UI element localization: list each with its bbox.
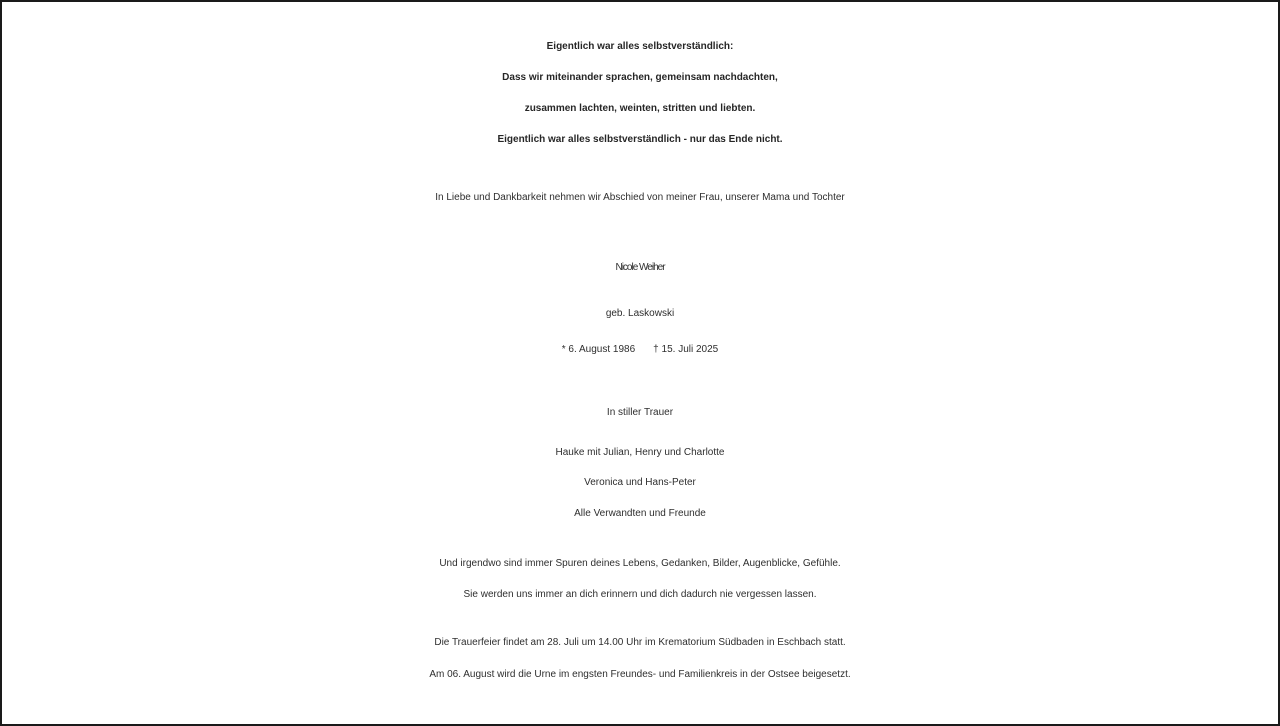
life-dates xyxy=(0,336,1280,364)
funeral-info-line-2: Am 06. August wird die Urne im engsten Freundes- und Familienkreis in der Ostsee beigesetzt. xyxy=(429,669,851,680)
deceased-name: Nicole Weiher xyxy=(615,262,665,273)
motto-line-2: Dass wir miteinander sprachen, gemeinsam nachdachten, xyxy=(502,72,778,83)
closing-quote-line-1: Und irgendwo sind immer Spuren deines Lebens, Gedanken, Bilder, Augenblicke, Gefühle. xyxy=(439,558,841,569)
motto-line-4: Eigentlich war alles selbstverständlich - nur das Ende nicht. xyxy=(497,134,783,145)
mourning-heading: In stiller Trauer xyxy=(606,407,674,418)
motto-line-1: Eigentlich war alles selbstverständlich: xyxy=(546,41,734,52)
closing-quote-line-2: Sie werden uns immer an dich erinnern und dich dadurch nie vergessen lassen. xyxy=(463,589,817,600)
birth-name: geb. Laskowski xyxy=(605,308,675,319)
death-date: † 15. Juli 2025 xyxy=(653,344,719,355)
mourner-line-2: Veronica und Hans-Peter xyxy=(584,477,696,488)
motto-line-3: zusammen lachten, weinten, stritten und liebten. xyxy=(524,103,756,114)
mourner-line-1: Hauke mit Julian, Henry und Charlotte xyxy=(555,447,725,458)
funeral-info-line-1: Die Trauerfeier findet am 28. Juli um 14.00 Uhr im Krematorium Südbaden in Eschbach statt. xyxy=(434,637,846,648)
birth-date: * 6. August 1986 xyxy=(561,344,636,355)
intro-text: In Liebe und Dankbarkeit nehmen wir Abschied von meiner Frau, unserer Mama und Tochter xyxy=(435,192,845,203)
mourner-line-3: Alle Verwandten und Freunde xyxy=(574,508,706,519)
